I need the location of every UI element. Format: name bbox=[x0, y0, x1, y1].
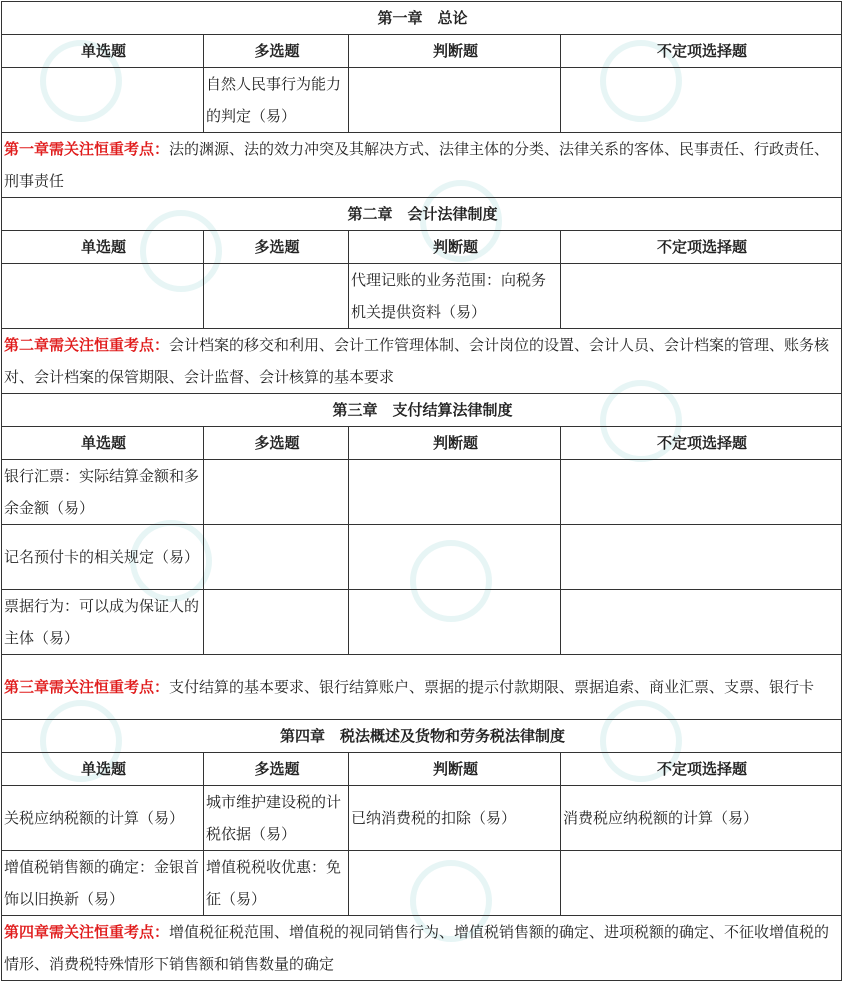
table-cell: 代理记账的业务范围：向税务机关提供资料（易） bbox=[349, 264, 561, 329]
table-row bbox=[2, 851, 842, 916]
header-true-false: 判断题 bbox=[349, 231, 561, 264]
header-true-false: 判断题 bbox=[349, 753, 561, 786]
table-row bbox=[2, 786, 842, 851]
header-row bbox=[2, 427, 842, 460]
table-cell bbox=[204, 525, 349, 590]
key-points-row bbox=[2, 655, 842, 720]
header-single-choice: 单选题 bbox=[2, 753, 204, 786]
chapter-title: 第三章 支付结算法律制度 bbox=[2, 394, 842, 427]
table-cell: 消费税应纳税额的计算（易） bbox=[561, 786, 842, 851]
key-points-row bbox=[2, 329, 842, 394]
header-multi-choice: 多选题 bbox=[204, 427, 349, 460]
header-multi-choice: 多选题 bbox=[204, 35, 349, 68]
table-cell bbox=[561, 851, 842, 916]
key-points-row bbox=[2, 133, 842, 198]
header-true-false: 判断题 bbox=[349, 427, 561, 460]
header-multi-choice: 多选题 bbox=[204, 753, 349, 786]
table-cell bbox=[349, 68, 561, 133]
table-cell bbox=[561, 68, 842, 133]
header-single-choice: 单选题 bbox=[2, 35, 204, 68]
table-cell: 增值税税收优惠：免征（易） bbox=[204, 851, 349, 916]
header-single-choice: 单选题 bbox=[2, 231, 204, 264]
key-points-label: 第三章需关注恒重考点： bbox=[4, 678, 170, 696]
header-row bbox=[2, 35, 842, 68]
chapter-title: 第二章 会计法律制度 bbox=[2, 198, 842, 231]
chapter-title-row bbox=[2, 720, 842, 753]
table-cell: 票据行为：可以成为保证人的主体（易） bbox=[2, 590, 204, 655]
table-cell: 城市维护建设税的计税依据（易） bbox=[204, 786, 349, 851]
table-cell bbox=[561, 525, 842, 590]
chapter-title: 第一章 总论 bbox=[2, 2, 842, 35]
header-row bbox=[2, 231, 842, 264]
table-row bbox=[2, 460, 842, 525]
header-multi-choice: 多选题 bbox=[204, 231, 349, 264]
header-indefinite-choice: 不定项选择题 bbox=[561, 753, 842, 786]
table-cell bbox=[204, 264, 349, 329]
table-cell bbox=[204, 460, 349, 525]
table-cell: 记名预付卡的相关规定（易） bbox=[2, 525, 204, 590]
header-indefinite-choice: 不定项选择题 bbox=[561, 427, 842, 460]
table-cell bbox=[349, 851, 561, 916]
table-row bbox=[2, 590, 842, 655]
chapter-title-row bbox=[2, 198, 842, 231]
key-points-text: 增值税征税范围、增值税的视同销售行为、增值税销售额的确定、进项税额的确定、不征收增值税的情形、消费税特殊情形下销售额和销售数量的确定 bbox=[4, 923, 830, 973]
table-cell: 已纳消费税的扣除（易） bbox=[349, 786, 561, 851]
header-true-false: 判断题 bbox=[349, 35, 561, 68]
table-cell: 增值税销售额的确定：金银首饰以旧换新（易） bbox=[2, 851, 204, 916]
key-points-label: 第一章需关注恒重考点： bbox=[4, 140, 170, 158]
table-cell bbox=[561, 590, 842, 655]
header-single-choice: 单选题 bbox=[2, 427, 204, 460]
table-cell bbox=[349, 460, 561, 525]
table-row bbox=[2, 525, 842, 590]
table-cell: 银行汇票：实际结算金额和多余金额（易） bbox=[2, 460, 204, 525]
table-cell bbox=[349, 590, 561, 655]
table-cell bbox=[561, 460, 842, 525]
table-cell: 关税应纳税额的计算（易） bbox=[2, 786, 204, 851]
key-points-text: 法的渊源、法的效力冲突及其解决方式、法律主体的分类、法律关系的客体、民事责任、行政责任、刑事责任 bbox=[4, 140, 830, 190]
knowledge-table bbox=[1, 1, 842, 981]
header-indefinite-choice: 不定项选择题 bbox=[561, 35, 842, 68]
key-points-text: 支付结算的基本要求、银行结算账户、票据的提示付款期限、票据追索、商业汇票、支票、银行卡 bbox=[169, 678, 815, 696]
chapter-title: 第四章 税法概述及货物和劳务税法律制度 bbox=[2, 720, 842, 753]
table-row bbox=[2, 264, 842, 329]
table-cell bbox=[349, 525, 561, 590]
header-row bbox=[2, 753, 842, 786]
chapter-title-row bbox=[2, 394, 842, 427]
key-points bbox=[2, 329, 842, 394]
key-points-row bbox=[2, 916, 842, 981]
table-cell bbox=[2, 264, 204, 329]
table-cell: 自然人民事行为能力的判定（易） bbox=[204, 68, 349, 133]
key-points bbox=[2, 133, 842, 198]
table-cell bbox=[2, 68, 204, 133]
table-row bbox=[2, 68, 842, 133]
key-points bbox=[2, 655, 842, 720]
table-cell bbox=[204, 590, 349, 655]
key-points bbox=[2, 916, 842, 981]
chapter-title-row bbox=[2, 2, 842, 35]
header-indefinite-choice: 不定项选择题 bbox=[561, 231, 842, 264]
table-cell bbox=[561, 264, 842, 329]
key-points-text: 会计档案的移交和利用、会计工作管理体制、会计岗位的设置、会计人员、会计档案的管理、账务核对、会计档案的保管期限、会计监督、会计核算的基本要求 bbox=[4, 336, 830, 386]
key-points-label: 第二章需关注恒重考点： bbox=[4, 336, 170, 354]
key-points-label: 第四章需关注恒重考点： bbox=[4, 923, 170, 941]
